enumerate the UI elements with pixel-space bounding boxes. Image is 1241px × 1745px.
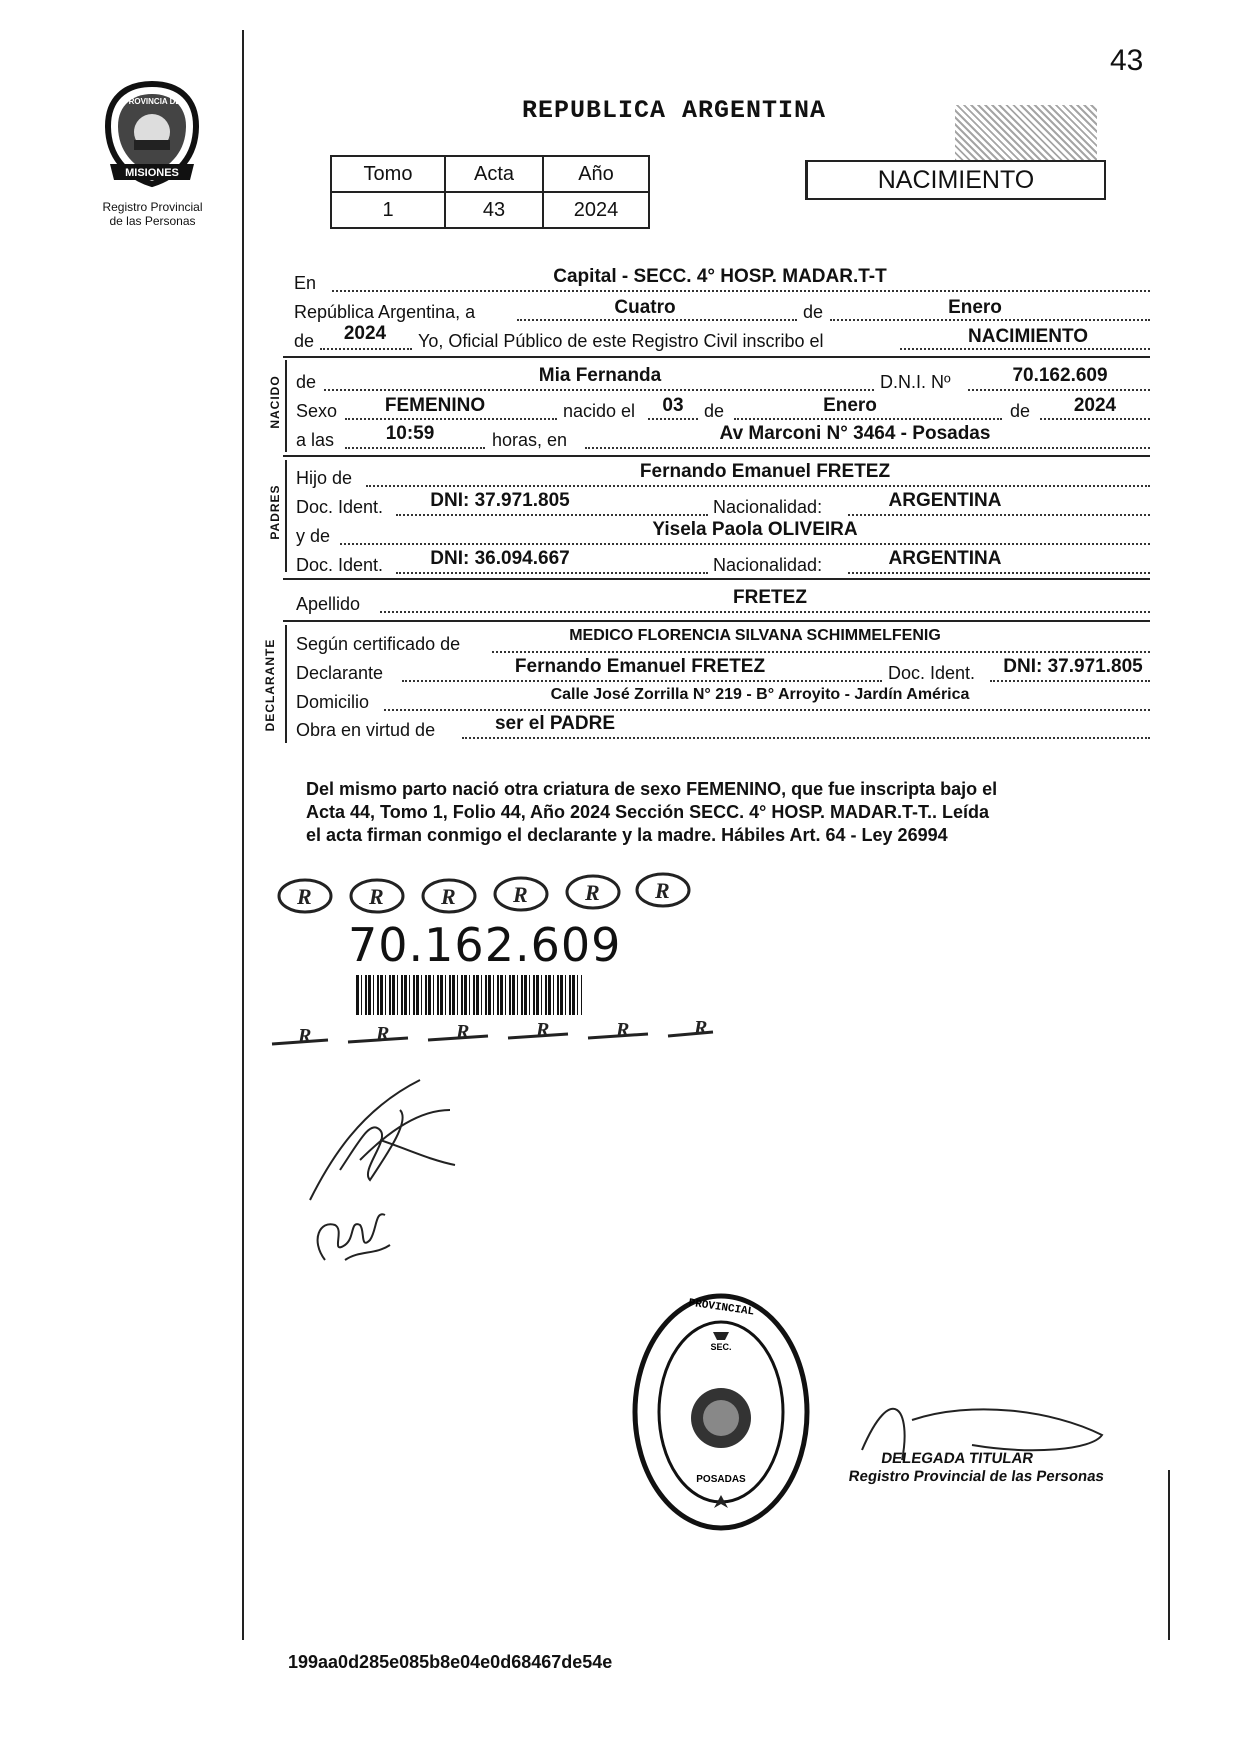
mother-signature bbox=[305, 1200, 395, 1280]
table-header-tomo: Tomo bbox=[331, 156, 445, 192]
obra-label: Obra en virtud de bbox=[296, 720, 436, 740]
birth-place-dots bbox=[585, 447, 1150, 449]
birth-month-value: Enero bbox=[823, 395, 877, 416]
declarante-dots bbox=[402, 680, 882, 682]
svg-text:PROVINCIA DE: PROVINCIA DE bbox=[123, 97, 181, 106]
mother-nat-value: ARGENTINA bbox=[888, 548, 1002, 569]
obra-value: ser el PADRE bbox=[494, 713, 616, 734]
nacido-de-label-2: de bbox=[704, 401, 725, 421]
official-title-line-2: Registro Provincial de las Personas bbox=[847, 1468, 1106, 1485]
declarante-doc-dots bbox=[990, 680, 1150, 682]
official-seal-stamp bbox=[628, 1290, 814, 1535]
svg-text:POSADAS: POSADAS bbox=[696, 1474, 746, 1485]
birth-day-dots bbox=[648, 418, 698, 420]
declarante-doc-value: DNI: 37.971.805 bbox=[1003, 656, 1143, 677]
svg-text:R: R bbox=[369, 884, 384, 909]
mother-name-value: Yisela Paola OLIVEIRA bbox=[652, 519, 858, 540]
note-paragraph bbox=[306, 778, 1156, 847]
declarante-value: Fernando Emanuel FRETEZ bbox=[514, 656, 766, 677]
left-margin-line bbox=[242, 30, 244, 1640]
svg-text:R: R bbox=[536, 1019, 550, 1041]
table-value-tomo: 1 bbox=[331, 192, 445, 228]
table-value-anio: 2024 bbox=[543, 192, 649, 228]
nacido-de-label-3: de bbox=[1010, 401, 1031, 421]
birth-year-dots bbox=[1040, 418, 1150, 420]
time-value: 10:59 bbox=[385, 423, 435, 444]
svg-text:R: R bbox=[441, 884, 456, 909]
table-header-acta: Acta bbox=[445, 156, 543, 192]
place-value: Capital - SECC. 4° HOSP. MADAR.T-T bbox=[553, 266, 887, 287]
barcode bbox=[356, 975, 582, 1015]
section-divider-3 bbox=[283, 578, 1150, 580]
note-line-3: el acta firman conmigo el declarante y la madre. Hábiles Art. 64 - Ley 26994 bbox=[306, 825, 948, 845]
mother-nat-dots bbox=[848, 572, 1150, 574]
father-nat-value: ARGENTINA bbox=[888, 490, 1002, 511]
svg-text:R: R bbox=[298, 1025, 312, 1047]
horas-label: horas, en bbox=[492, 430, 568, 450]
svg-text:PROVINCIAL: PROVINCIAL bbox=[687, 1297, 755, 1319]
y-de-label: y de bbox=[296, 526, 331, 546]
nacido-de-label: de bbox=[296, 372, 317, 392]
svg-text:R: R bbox=[616, 1019, 630, 1041]
declarante-doc-label: Doc. Ident. bbox=[888, 663, 976, 683]
de-label-1: de bbox=[803, 302, 824, 322]
padres-side-label: PADRES bbox=[268, 484, 282, 540]
nacido-el-label: nacido el bbox=[563, 401, 636, 421]
father-nat-label: Nacionalidad: bbox=[713, 497, 823, 517]
sexo-label: Sexo bbox=[296, 401, 338, 421]
birth-day-value: 03 bbox=[662, 395, 684, 416]
svg-text:R: R bbox=[456, 1021, 470, 1043]
declarante-label: Declarante bbox=[296, 663, 384, 683]
padres-bracket bbox=[285, 460, 287, 572]
year-value: 2024 bbox=[343, 323, 387, 344]
obra-dots bbox=[462, 737, 1150, 739]
svg-text:MISIONES: MISIONES bbox=[125, 167, 179, 179]
republica-dots bbox=[517, 319, 797, 321]
mother-doc-value: DNI: 36.094.667 bbox=[430, 548, 570, 569]
document-hash: 199aa0d285e085b8e04e0d68467de54e bbox=[288, 1652, 613, 1672]
birth-place-value: Av Marconi N° 3464 - Posadas bbox=[719, 423, 991, 444]
hijo-de-label: Hijo de bbox=[296, 468, 353, 488]
en-label: En bbox=[294, 273, 317, 293]
svg-text:R: R bbox=[513, 882, 528, 907]
republica-label: República Argentina, a bbox=[294, 302, 476, 322]
act-type-value: NACIMIENTO bbox=[968, 326, 1088, 347]
father-doc-dots bbox=[396, 514, 708, 516]
registry-table-header-row bbox=[331, 156, 649, 192]
page-number: 43 bbox=[1110, 44, 1144, 77]
a-las-label: a las bbox=[296, 430, 335, 450]
domicilio-label: Domicilio bbox=[296, 692, 370, 712]
security-band-top bbox=[265, 868, 715, 916]
mother-nat-label: Nacionalidad: bbox=[713, 555, 823, 575]
father-name-dots bbox=[366, 485, 1150, 487]
note-line-1: Del mismo parto nació otra criatura de sexo FEMENINO, que fue inscripta bajo el bbox=[306, 779, 998, 799]
father-name-value: Fernando Emanuel FRETEZ bbox=[639, 461, 891, 482]
table-header-anio: Año bbox=[543, 156, 649, 192]
act-type-box: NACIMIENTO bbox=[805, 160, 1106, 200]
official-title-line-1: DELEGADA TITULAR bbox=[880, 1450, 1035, 1467]
section-divider-2 bbox=[283, 455, 1150, 457]
apellido-dots bbox=[380, 611, 1150, 613]
provincial-coat-of-arms-logo bbox=[92, 80, 212, 192]
declarant-signature bbox=[300, 1070, 460, 1210]
child-name-value: Mia Fernanda bbox=[538, 365, 662, 386]
stamped-dni-number: 70.162.609 bbox=[348, 918, 622, 972]
domicilio-value: Calle José Zorrilla N° 219 - B° Arroyito - Jardín América bbox=[550, 686, 970, 703]
time-dots bbox=[345, 447, 485, 449]
official-title bbox=[847, 1450, 1107, 1486]
nacido-name-dots bbox=[324, 389, 874, 391]
certificado-value: MEDICO FLORENCIA SILVANA SCHIMMELFENIG bbox=[569, 627, 941, 644]
declarante-bracket bbox=[285, 625, 287, 743]
svg-text:R: R bbox=[655, 878, 670, 903]
svg-text:R: R bbox=[376, 1023, 390, 1045]
nacido-bracket bbox=[285, 360, 287, 452]
registry-name-line1: Registro Provincial bbox=[102, 200, 203, 214]
father-doc-value: DNI: 37.971.805 bbox=[430, 490, 570, 511]
registry-name-line2: de las Personas bbox=[109, 214, 196, 228]
security-stamp-pattern bbox=[955, 105, 1097, 161]
security-band-bottom bbox=[268, 1016, 718, 1050]
registry-table-value-row bbox=[331, 192, 649, 228]
oficial-text: Yo, Oficial Público de este Registro Civil inscribo el bbox=[418, 331, 824, 351]
day-word-value: Cuatro bbox=[614, 297, 676, 318]
table-value-acta: 43 bbox=[445, 192, 543, 228]
father-nat-dots bbox=[848, 514, 1150, 516]
dni-label: D.N.I. Nº bbox=[880, 372, 951, 392]
nacido-side-label: NACIDO bbox=[268, 375, 282, 429]
right-margin-line bbox=[1168, 1470, 1170, 1640]
country-title: REPUBLICA ARGENTINA bbox=[522, 96, 827, 125]
dni-dots bbox=[968, 389, 1150, 391]
sexo-dots bbox=[345, 418, 557, 420]
apellido-value: FRETEZ bbox=[733, 587, 807, 608]
mother-doc-dots bbox=[396, 572, 708, 574]
declarante-side-label: DECLARANTE bbox=[263, 638, 277, 732]
section-divider-4 bbox=[283, 620, 1150, 622]
en-dots bbox=[332, 290, 1150, 292]
svg-text:R: R bbox=[297, 884, 312, 909]
domicilio-dots bbox=[384, 709, 1150, 711]
svg-text:SEC.: SEC. bbox=[710, 1342, 732, 1352]
certificado-dots bbox=[492, 651, 1150, 653]
act-type-dots bbox=[900, 348, 1150, 350]
sexo-value: FEMENINO bbox=[384, 395, 486, 416]
mother-name-dots bbox=[340, 543, 1150, 545]
year-prefix-label: de bbox=[294, 331, 315, 351]
birth-month-dots bbox=[734, 418, 1002, 420]
section-divider-1 bbox=[283, 356, 1150, 358]
father-doc-label: Doc. Ident. bbox=[296, 497, 384, 517]
child-dni-value: 70.162.609 bbox=[1012, 365, 1108, 386]
year-dots bbox=[320, 348, 412, 350]
certificado-label: Según certificado de bbox=[296, 634, 461, 654]
registry-name bbox=[80, 200, 225, 228]
svg-text:R: R bbox=[694, 1017, 708, 1039]
svg-text:R: R bbox=[585, 880, 600, 905]
mother-doc-label: Doc. Ident. bbox=[296, 555, 384, 575]
month-value: Enero bbox=[948, 297, 1002, 318]
month-dots bbox=[830, 319, 1150, 321]
apellido-label: Apellido bbox=[296, 594, 361, 614]
registry-table bbox=[330, 155, 650, 229]
birth-year-value: 2024 bbox=[1073, 395, 1117, 416]
note-line-2: Acta 44, Tomo 1, Folio 44, Año 2024 Sección SECC. 4° HOSP. MADAR.T-T.. Leída bbox=[306, 802, 990, 822]
